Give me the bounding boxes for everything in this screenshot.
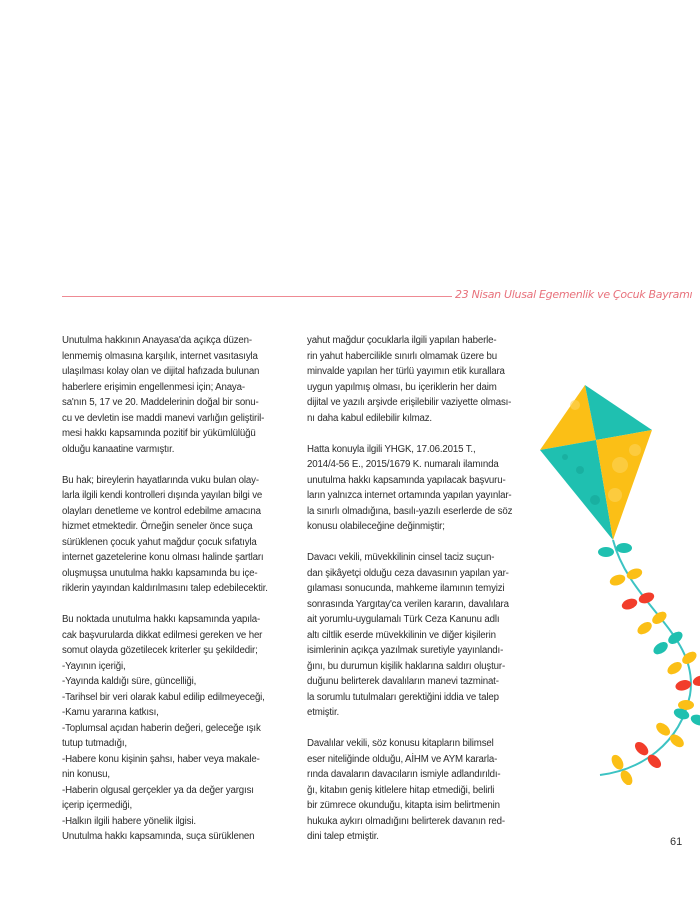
text-line: -Halkın ilgili habere yönelik ilgisi. xyxy=(62,815,196,827)
text-line: -Kamu yararına katkısı, xyxy=(62,707,159,718)
text-line: mesi hakkı kapsamında pozitif bir yükümlülüğü xyxy=(62,428,256,439)
text-line: ğını, bu durumun kişilik haklarına saldırı oluştur- xyxy=(307,660,506,672)
text-line: la sorumlu tutulmaları gerektiğini iddia ve talep xyxy=(307,691,499,703)
text-line: nin konusu, xyxy=(62,769,110,780)
text-line: gılaması sonucunda, mahkeme ilamının temyizi xyxy=(307,583,505,594)
text-line: tutup tutmadığı, xyxy=(62,738,127,749)
text-line: rında davaların davacıların ismiyle adlandırıldı- xyxy=(307,769,501,780)
text-line: yahut mağdur çocuklarla ilgili yapılan haberle- xyxy=(307,335,497,346)
text-line: -Tarihsel bir veri olarak kabul edilip edilmeyeceği, xyxy=(62,691,265,703)
text-line: Davalılar vekili, söz konusu kitapların bilimsel xyxy=(307,738,494,749)
text-line: cak başvurularda dikkat edilmesi gereken ve her xyxy=(62,629,263,641)
text-line: -Yayının içeriği, xyxy=(62,660,126,672)
text-line: minvalde yapılan her türlü yayımın etik kurallara xyxy=(307,366,505,377)
text-line: lenmemiş olmasına karşılık, internet vasıtasıyla xyxy=(62,350,258,362)
text-line: Davacı vekili, müvekkilinin cinsel taciz suçun- xyxy=(307,552,495,563)
left-column xyxy=(62,333,302,860)
text-line: la sınırlı olmadığına, basılı-yazılı eserlerde de söz xyxy=(307,505,513,517)
right-column xyxy=(307,333,547,860)
paragraph xyxy=(307,333,547,426)
text-line: hukuka aykırı olmadığını belirterek davanın red- xyxy=(307,815,505,827)
paragraph xyxy=(307,442,547,535)
text-line: konusu olabileceğine değinmiştir; xyxy=(307,521,445,532)
text-line: Unutulma hakkının Anayasa'da açıkça düzen- xyxy=(62,335,252,346)
text-line: isimlerinin açıkça yazılmak suretiyle yayınlandı- xyxy=(307,645,504,656)
paragraph xyxy=(62,612,302,845)
text-line: somut olayda gözetilecek kriterler şu şekildedir; xyxy=(62,645,258,656)
text-line: uygun yapılmış olması, bu içeriklerin her daim xyxy=(307,381,497,393)
paragraph xyxy=(62,333,302,457)
text-line: sürüklenen çocuk yahut mağdur çocuk sıfatıyla xyxy=(62,536,257,548)
text-line: dan şikâyetçi olduğu ceza davasının yapılan yar- xyxy=(307,567,509,579)
text-line: oluşmuşsa unutulma hakkı kapsamında bu içe- xyxy=(62,567,258,579)
text-line: Bu noktada unutulma hakkı kapsamında yapıla- xyxy=(62,614,261,625)
text-line: Unutulma hakkı kapsamında, suça sürüklenen xyxy=(62,831,255,842)
text-line: cu ve devletin ise maddi manevi varlığın geliştiril- xyxy=(62,412,265,424)
text-line: riklerin yayından kaldırılmasını talep edebilecektir. xyxy=(62,583,268,594)
text-line: ğı, kitabın geniş kitlelere hitap etmediği, belirli xyxy=(307,784,495,796)
text-line: larla ilgili kendi kontrolleri dışında yayılan bilgi ve xyxy=(62,490,263,501)
text-line: eser niteliğinde olduğu, AİHM ve AYM kararla- xyxy=(307,753,498,765)
text-line: -Haberin olgusal gerçekler ya da değer yargısı xyxy=(62,784,254,796)
kite-bows xyxy=(598,543,700,785)
kite-body xyxy=(540,385,652,540)
text-line: -Habere konu kişinin şahsı, haber veya makale- xyxy=(62,753,260,765)
paragraph xyxy=(307,736,547,845)
page-number: 61 xyxy=(670,836,683,848)
text-line: olayları denetleme ve kontrol edebilme amacına xyxy=(62,505,261,517)
text-line: ların yalnızca internet ortamında yapılan yayınlar- xyxy=(307,490,512,501)
text-line: hizmet etmektedir. Örneğin seneler önce suça xyxy=(62,521,253,532)
text-line: -Yayında kaldığı süre, güncelliği, xyxy=(62,676,197,687)
section-title: 23 Nisan Ulusal Egemenlik ve Çocuk Bayramı xyxy=(455,288,693,301)
text-line: etmiştir. xyxy=(307,707,340,718)
text-line: unutulma hakkı kapsamında yapılacak başvuru- xyxy=(307,474,506,486)
text-line: duğunu belirterek davalıların manevi tazminat- xyxy=(307,676,499,687)
text-line: olduğu kanaatine varmıştır. xyxy=(62,443,175,455)
text-line: rin yahut habercilikle sınırlı olmamak üzere bu xyxy=(307,350,498,362)
paragraph xyxy=(62,473,302,597)
text-line: sa'nın 5, 17 ve 20. Maddelerinin doğal bir sonu- xyxy=(62,397,259,408)
text-line: ait yorumlu-uygulamalı Türk Ceza Kanunu adlı xyxy=(307,614,500,625)
text-line: nı daha kabul edilebilir kılmaz. xyxy=(307,412,432,424)
text-line: haberlere erişimin engellenmesi için; Anaya- xyxy=(62,381,245,393)
text-line: -Toplumsal açıdan haberin değeri, geleceğe ışık xyxy=(62,722,261,734)
text-line: internet gazetelerine konu olması halinde şartları xyxy=(62,552,264,563)
text-line: içerip içermediği, xyxy=(62,800,132,811)
text-line: dini talep etmiştir. xyxy=(307,831,379,842)
kite-illustration xyxy=(530,375,700,785)
text-line: Hatta konuyla ilgili YHGK, 17.06.2015 T., xyxy=(307,443,476,455)
text-line: Bu hak; bireylerin hayatlarında vuku bulan olay- xyxy=(62,474,259,486)
text-line: dijital ve yazılı arşivde erişilebilir vaziyette olması- xyxy=(307,397,512,408)
text-line: 2014/4-56 E., 2015/1679 K. numaralı ilamında xyxy=(307,459,499,470)
text-line: altı ciltlik eserde müvekkilinin ve diğer kişilerin xyxy=(307,629,496,641)
header-rule xyxy=(62,296,452,297)
text-line: ulaşılması kolay olan ve dijital hafızada bulunan xyxy=(62,366,260,377)
paragraph xyxy=(307,550,547,721)
text-line: bir zümrece okunduğu, kitapta isim belirtmenin xyxy=(307,800,500,811)
text-line: sonrasında Yargıtay'ca verilen kararın, davalılara xyxy=(307,598,509,610)
